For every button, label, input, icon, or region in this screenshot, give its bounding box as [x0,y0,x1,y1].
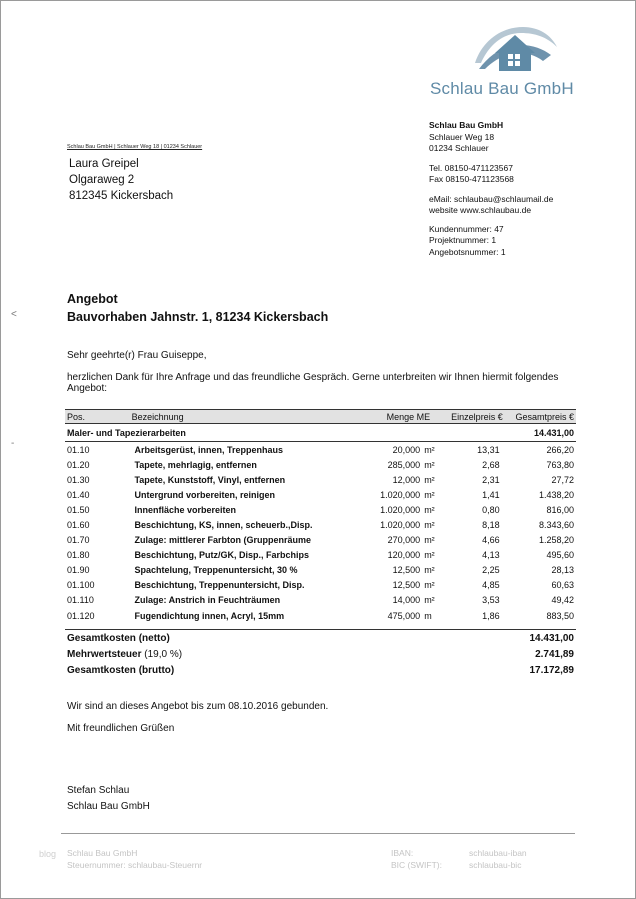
row-qty: 12,000 [392,474,421,485]
row-price: 0,80 [482,504,500,515]
footer-bic-label: BIC (SWIFT): [391,860,442,870]
table-row [65,593,576,608]
contact-phone: Tel. 08150-471123567 [429,162,513,173]
watermark: blog [39,849,57,859]
contact-street: Schlauer Weg 18 [429,131,495,142]
row-price: 1,41 [482,489,500,500]
signature-company: Schlau Bau GmbH [67,801,150,812]
offer-table [65,409,576,623]
row-desc: Beschichtung, KS, innen, scheuerb.,Disp. [134,520,313,531]
row-qty: 1.020,000 [380,489,421,500]
project-number: Projektnummer: 1 [429,235,497,245]
table-row [65,608,576,623]
row-unit: m² [424,520,435,531]
row-qty: 120,000 [387,550,421,561]
header-total: Gesamtpreis € [515,411,574,422]
row-qty: 12,500 [392,580,421,591]
signature-name: Stefan Schlau [67,785,130,796]
row-price: 4,85 [482,580,500,591]
row-pos: 01.90 [67,565,90,576]
table-row [65,548,576,563]
row-price: 3,53 [482,595,500,606]
row-unit: m² [424,504,435,515]
row-desc: Innenfläche vorbereiten [134,504,236,515]
row-desc: Zulage: mittlerer Farbton (Gruppenräume [134,535,311,546]
footer-bank-values [469,847,527,871]
table-row [65,457,576,472]
table-row [65,472,576,487]
intro-text: herzlichen Dank für Ihre Anfrage und das freundliche Gespräch. Gerne unterbreiten wir Ihnen hiermit folgendes Angebot: [67,372,559,394]
row-total: 763,80 [546,459,574,470]
header-pos: Pos. [67,411,86,422]
row-qty: 14,000 [392,595,421,606]
vat-rate: (19,0 %) [144,648,183,660]
closing-text: Mit freundlichen Grüßen [67,723,175,734]
row-price: 2,25 [482,565,500,576]
gross-total-label: Gesamtkosten (brutto) [67,664,175,676]
recipient-city: 812345 Kickersbach [69,190,174,202]
row-pos: 01.80 [67,550,90,561]
table-header [65,409,576,424]
customer-number: Kundennummer: 47 [429,223,504,234]
row-desc: Spachtelung, Treppenuntersicht, 30 % [134,565,298,576]
totals-block [65,629,576,678]
row-pos: 01.40 [67,489,90,500]
footer-divider [61,833,575,834]
net-total-label: Gesamtkosten (netto) [67,632,170,644]
row-desc: Beschichtung, Putz/GK, Disp., Farbchips [134,550,309,561]
row-unit: m² [424,565,435,576]
footer-iban-value: schlaubau-iban [469,848,527,858]
row-desc: Fugendichtung innen, Acryl, 15mm [134,610,285,621]
footer-company: Schlau Bau GmbH [67,848,138,858]
row-unit: m² [424,474,435,485]
vat-value: 2.741,89 [535,648,574,660]
contact-company: Schlau Bau GmbH [429,120,504,130]
row-qty: 12,500 [392,565,421,576]
footer-tax: Steuernummer: schlaubau-Steuernr [67,860,203,870]
table-row [65,563,576,578]
recipient-address [69,156,173,204]
row-unit: m² [424,580,435,591]
row-unit: m² [424,595,435,606]
table-row [65,502,576,517]
row-total: 883,50 [546,610,574,621]
footer-bic-value: schlaubau-bic [469,860,522,870]
net-total-value: 14.431,00 [529,632,574,644]
vat-label: Mehrwertsteuer [67,648,142,660]
row-unit: m² [424,444,435,455]
header-desc: Bezeichnung [131,411,184,422]
row-pos: 01.110 [67,595,94,606]
row-qty: 285,000 [387,459,421,470]
row-pos: 01.120 [67,610,95,621]
row-desc: Untergrund vorbereiten, reinigen [134,489,275,500]
table-row [65,578,576,593]
row-total: 49,42 [551,595,574,606]
row-total: 816,00 [546,504,574,515]
row-qty: 475,000 [387,610,421,621]
row-pos: 01.30 [67,474,90,485]
signature-block [67,783,150,815]
row-desc: Zulage: Anstrich in Feuchträumen [134,595,281,606]
row-total: 27,72 [551,474,574,485]
company-name: Schlau Bau GmbH [430,79,574,98]
contact-fax: Fax 08150-471123568 [429,174,514,184]
table-row [65,487,576,502]
section-total: 14.431,00 [533,427,574,438]
row-total: 28,13 [551,565,574,576]
section-label: Maler- und Tapezierarbeiten [67,427,186,438]
title-offer: Angebot [67,292,118,306]
footer-iban-label: IBAN: [391,848,414,858]
row-desc: Tapete, mehrlagig, entfernen [134,459,257,470]
row-price: 2,68 [482,459,500,470]
row-pos: 01.60 [67,520,90,531]
header-price: Einzelpreis € [451,411,503,422]
row-unit: m² [424,459,435,470]
row-unit: m [424,610,432,621]
row-price: 2,31 [482,474,500,485]
row-qty: 270,000 [387,535,421,546]
table-body [65,442,576,623]
offer-number: Angebotsnummer: 1 [429,246,506,257]
row-qty: 1.020,000 [380,504,421,515]
row-total: 8.343,60 [538,520,574,531]
section-row [65,424,576,442]
row-unit: m² [424,489,435,500]
row-unit: m² [424,535,435,546]
net-total-row [65,630,576,646]
row-pos: 01.70 [67,535,90,546]
row-desc: Arbeitsgerüst, innen, Treppenhaus [134,444,283,455]
fold-mark-middle: - [11,438,15,449]
recipient-name: Laura Greipel [69,158,139,170]
row-total: 1.258,20 [538,535,574,546]
salutation: Sehr geehrte(r) Frau Guiseppe, [67,350,207,361]
row-total: 495,60 [546,550,574,561]
row-pos: 01.100 [67,580,95,591]
document-title [67,290,328,326]
sender-address-line: Schlau Bau GmbH | Schlauer Weg 18 | 01234 Schlauer [67,144,203,150]
footer-bank-labels [391,847,442,871]
row-pos: 01.50 [67,504,90,515]
recipient-street: Olgaraweg 2 [69,174,135,186]
row-pos: 01.20 [67,459,90,470]
row-desc: Beschichtung, Treppenuntersicht, Disp. [134,580,305,591]
table-row [65,517,576,532]
footer-company-block [67,847,202,871]
row-total: 1.438,20 [538,489,574,500]
header-qty-unit: Menge ME [386,411,431,422]
vat-row [65,646,576,662]
gross-total-value: 17.172,89 [529,664,574,676]
row-price: 8,18 [482,520,500,531]
title-project: Bauvorhaben Jahnstr. 1, 81234 Kickersbach [67,310,329,324]
contact-email: eMail: schlaubau@schlaumail.de [429,193,554,204]
row-qty: 20,000 [392,444,421,455]
row-desc: Tapete, Kunststoff, Vinyl, entfernen [134,474,286,485]
row-total: 60,63 [551,580,574,591]
row-price: 1,86 [482,610,500,621]
fold-mark-top: < [11,309,17,320]
contact-block [429,120,553,258]
contact-city: 01234 Schlauer [429,143,489,153]
row-total: 266,20 [546,444,574,455]
row-pos: 01.10 [67,444,90,455]
house-logo-icon [471,23,561,75]
gross-total-row [65,662,576,678]
row-price: 4,13 [482,550,500,561]
row-unit: m² [424,550,435,561]
table-row [65,533,576,548]
validity-text: Wir sind an dieses Angebot bis zum 08.10.2016 gebunden. [67,701,329,712]
contact-website: website www.schlaubau.de [429,205,532,215]
table-row [65,442,576,457]
row-price: 4,66 [482,535,500,546]
row-qty: 1.020,000 [380,520,421,531]
row-price: 13,31 [477,444,500,455]
